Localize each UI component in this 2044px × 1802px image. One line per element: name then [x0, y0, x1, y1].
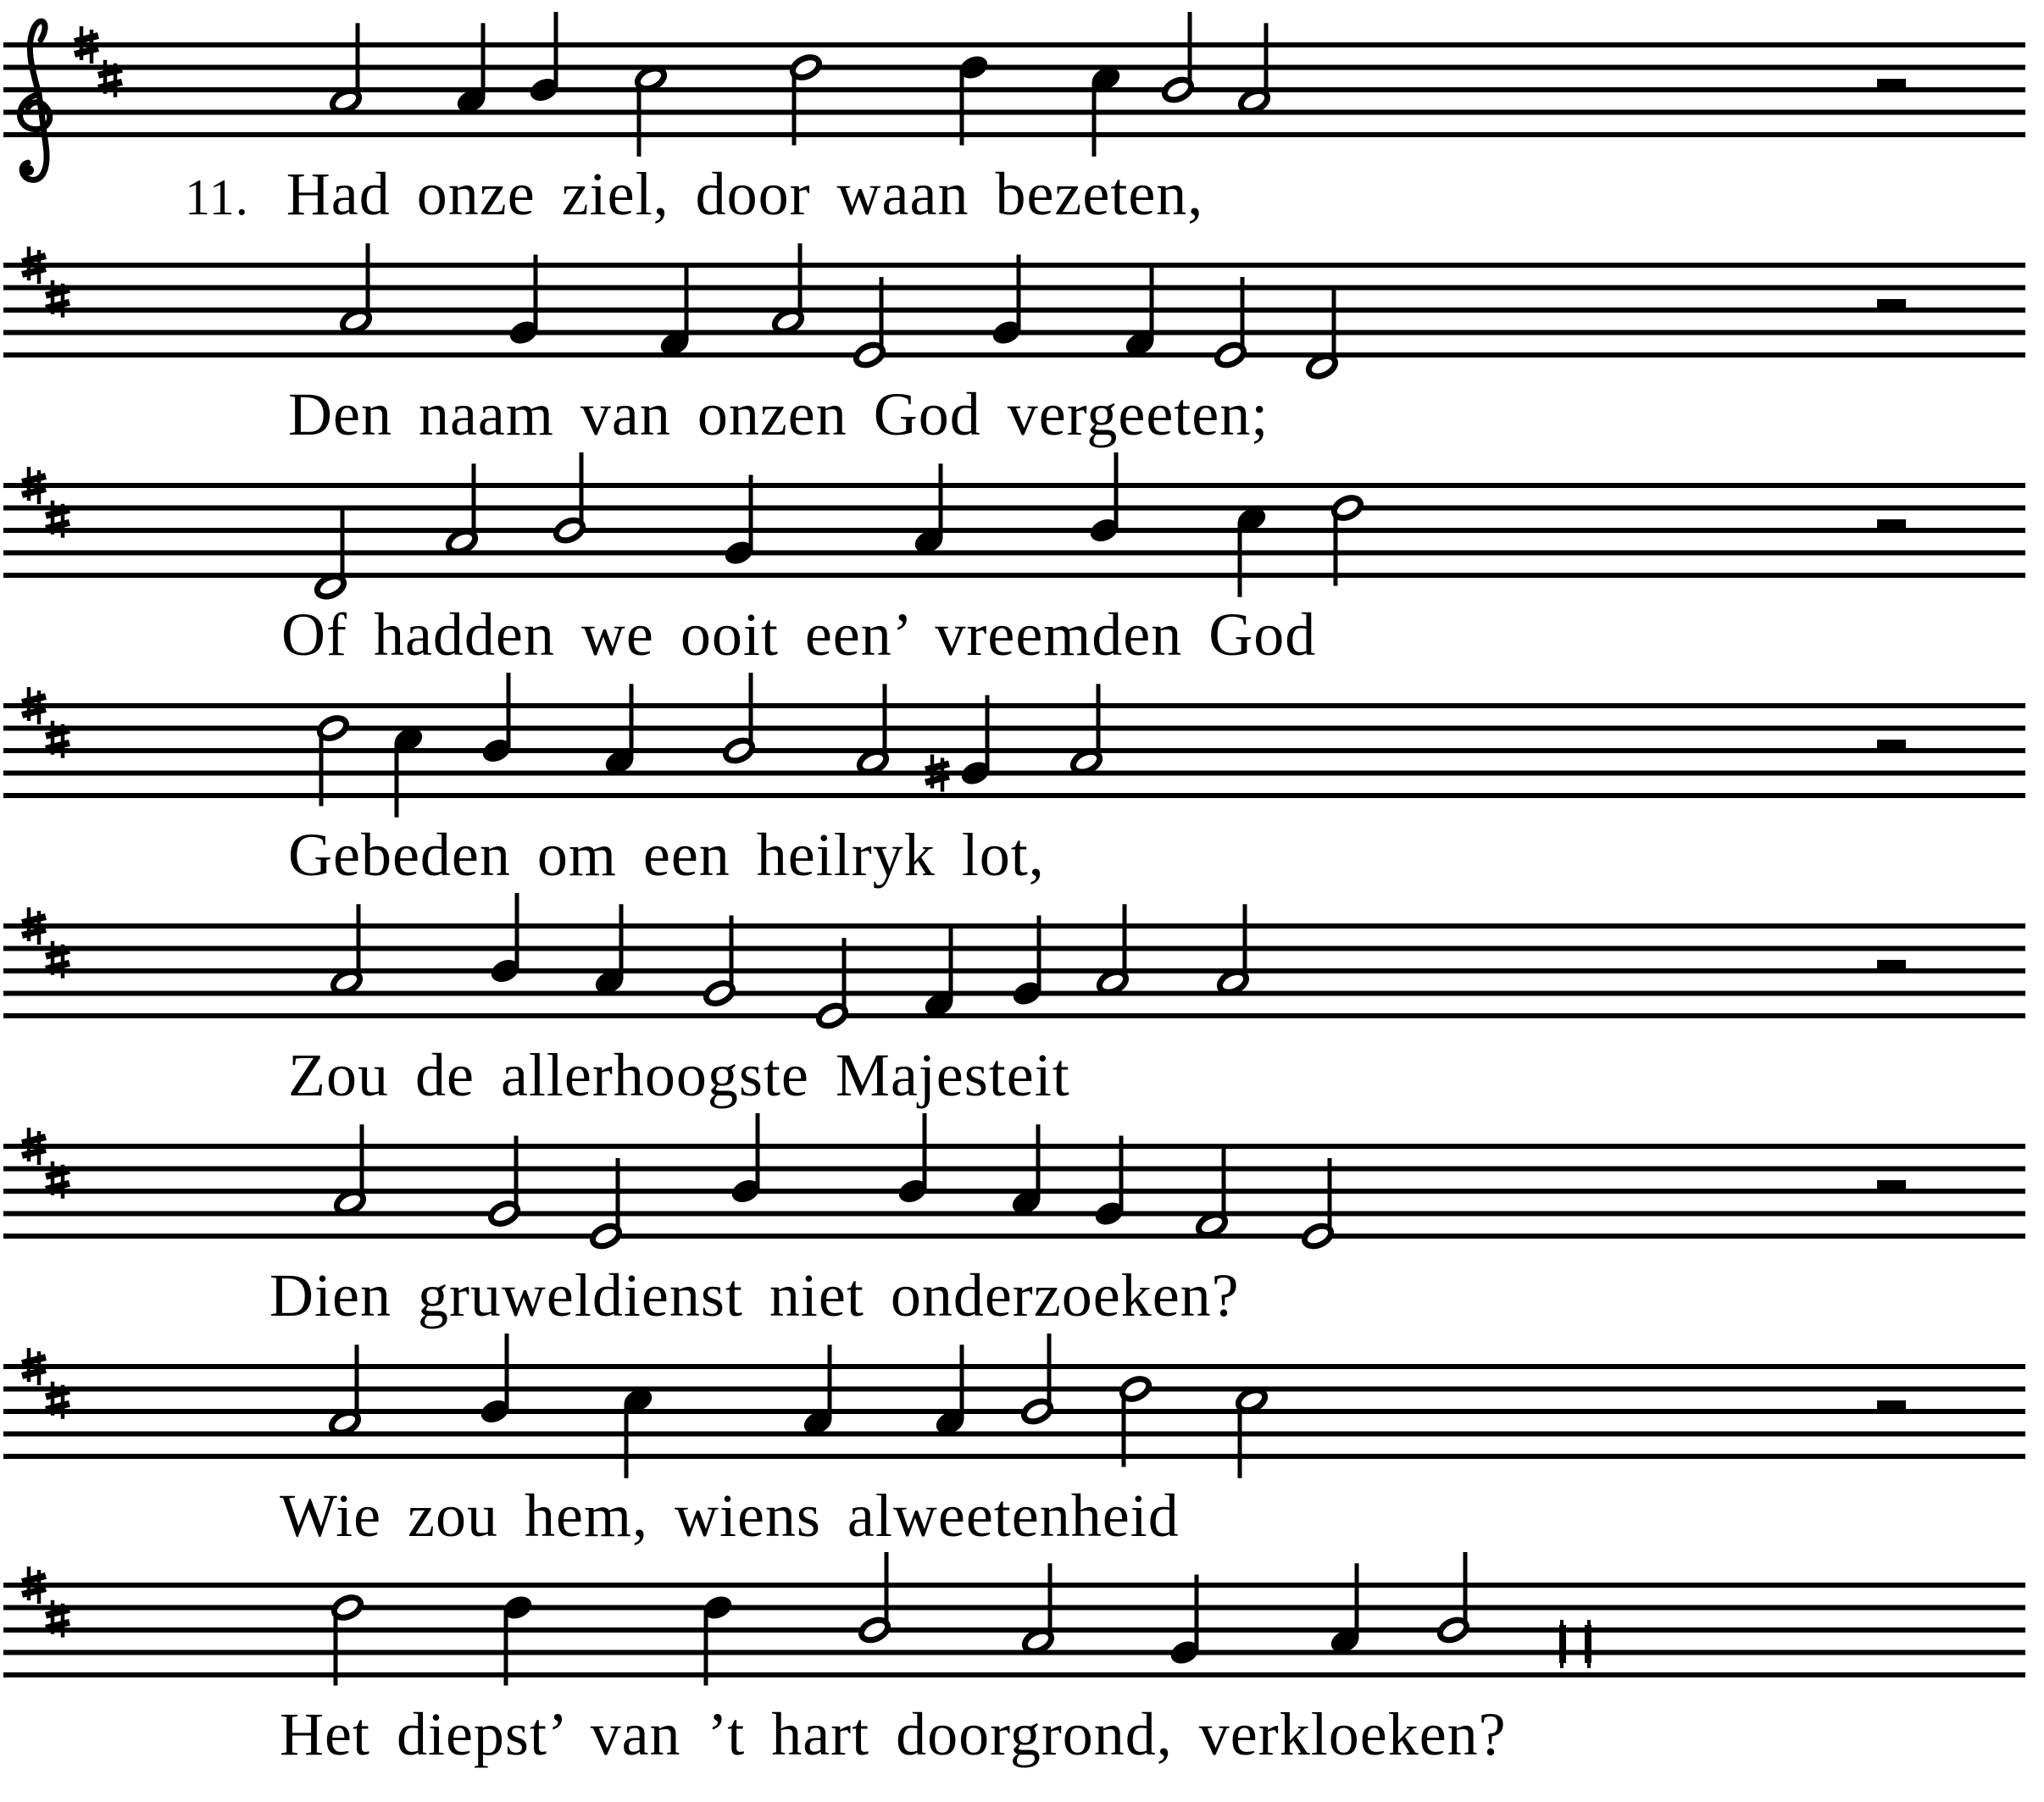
note-B4-quarter: [527, 12, 562, 105]
note-D5-half: [790, 53, 823, 145]
lyric-line-7: Wie zou hem, wiens alweetenheid: [280, 1482, 1180, 1550]
lyric-line-5: Zou de allerhoogste Majesteit: [288, 1041, 1070, 1109]
note-B4-quarter: [1087, 452, 1122, 546]
note-B4-quarter: [896, 1113, 930, 1206]
half-rest-icon: [1877, 299, 1906, 310]
verse-number: 11.: [185, 169, 249, 225]
note-B4-half: [1021, 1333, 1054, 1425]
note-E4-half: [1214, 277, 1247, 369]
lyric-line-2: Den naam van onzen God vergeeten;: [288, 380, 1269, 448]
note-B4-quarter: [478, 1333, 513, 1427]
lyric-line-8: Het diepst’ van ’t hart doorgrond, verkloeken?: [280, 1700, 1507, 1768]
note-D5-quarter: [701, 1592, 736, 1685]
note-D5-quarter: [957, 52, 991, 145]
note-E4-half: [853, 277, 886, 369]
note-B4-quarter: [729, 1113, 764, 1206]
lyric-line-4: Gebeden om een heilryk lot,: [288, 821, 1045, 889]
half-rest-icon: [1877, 519, 1906, 530]
note-G4-half: [703, 916, 736, 1007]
note-G4-quarter: [1010, 916, 1045, 1009]
note-B4-quarter: [480, 673, 514, 766]
note-B4-half: [553, 452, 586, 544]
half-rest-icon: [1877, 79, 1906, 90]
note-E4-half: [816, 938, 849, 1029]
note-B4-half: [1437, 1552, 1470, 1644]
half-rest-icon: [1877, 1400, 1906, 1411]
note-G4-quarter: [722, 475, 757, 568]
note-D5-half: [317, 714, 350, 806]
note-G4-quarter: [925, 696, 992, 792]
final-barline-icon: [1559, 1620, 1591, 1668]
half-rest-icon: [1877, 960, 1906, 971]
note-G4-quarter: [990, 255, 1025, 348]
note-B4-quarter: [488, 893, 523, 986]
note-D5-half: [1119, 1375, 1153, 1467]
note-B4-half: [858, 1552, 891, 1644]
note-D5-half: [1331, 494, 1364, 585]
note-E4-half: [1302, 1158, 1335, 1250]
note-D5-quarter: [501, 1592, 536, 1685]
note-E4-half: [590, 1158, 623, 1250]
note-B4-half: [723, 673, 756, 764]
lyric-text: Had onze ziel, door waan bezeten,: [286, 160, 1204, 228]
lyric-line-1: [185, 160, 1204, 228]
note-G4-quarter: [507, 255, 542, 348]
note-G4-half: [488, 1136, 521, 1228]
lyric-line-6: Dien gruweldienst niet onderzoeken?: [269, 1261, 1240, 1329]
note-D5-half: [331, 1594, 364, 1685]
note-G4-quarter: [1092, 1136, 1127, 1229]
note-G4-quarter: [1168, 1575, 1203, 1668]
lyric-line-3: Of hadden we ooit een’ vreemden God: [281, 601, 1317, 668]
note-B4-half: [1162, 12, 1195, 103]
half-rest-icon: [1877, 1180, 1906, 1191]
half-rest-icon: [1877, 740, 1906, 751]
